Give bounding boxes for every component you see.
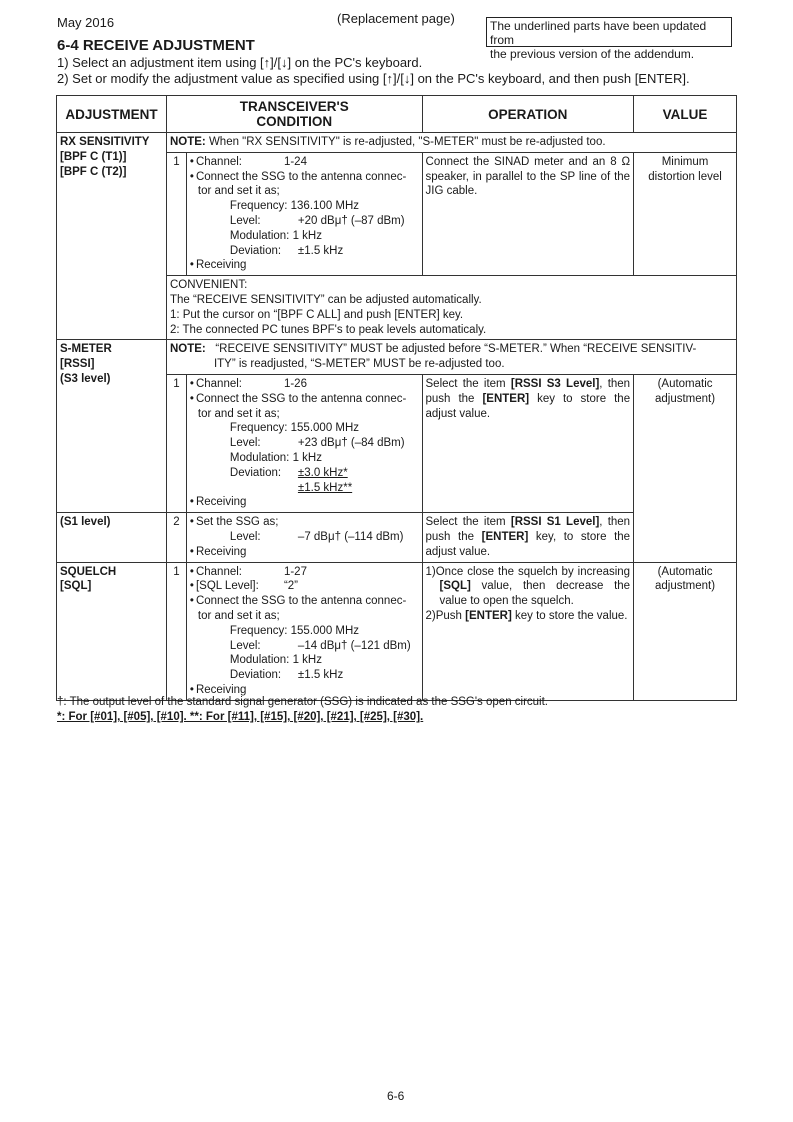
- rx-name-line1: RX SENSITIVITY: [60, 136, 150, 148]
- smeter-name-line2: [RSSI]: [60, 358, 95, 371]
- squelch-connect: • Connect the SSG to the antenna connec-: [190, 594, 419, 609]
- smeter-adjustment-name: [57, 340, 167, 513]
- s1-receiving: • Receiving: [190, 545, 419, 560]
- smeter-step-number: 1: [166, 374, 186, 512]
- smeter-note-line2: ITY” is readjusted, “S-METER” MUST be re-adjusted too.: [213, 358, 505, 371]
- receive-adjustment-table: [56, 95, 737, 701]
- rx-frequency: Frequency: 136.100 MHz: [229, 200, 360, 213]
- s1-adjustment-name: (S1 level): [57, 513, 167, 562]
- squelch-channel: • Channel: 1-27: [190, 565, 419, 580]
- header-operation: OPERATION: [422, 96, 634, 133]
- replacement-label: (Replacement page): [337, 11, 455, 26]
- convenient-title: CONVENIENT:: [169, 279, 248, 292]
- smeter-modulation: Modulation: 1 kHz: [229, 451, 322, 464]
- rx-value-line2: distortion level: [648, 170, 722, 183]
- squelch-receiving: • Receiving: [190, 683, 419, 698]
- rx-value-line1: Minimum: [661, 155, 709, 168]
- squelch-frequency: Frequency: 155.000 MHz: [229, 624, 360, 637]
- rx-channel: • Channel: 1-24: [190, 155, 419, 170]
- convenient-line3: 2: The connected PC tunes BPF's to peak levels automaticaly.: [169, 323, 487, 336]
- smeter-note: [166, 340, 736, 375]
- s1-level: Level: –7 dBμ† (–114 dBm): [229, 530, 404, 543]
- squelch-level: Level: –14 dBμ† (–121 dBm): [229, 639, 411, 652]
- squelch-name-line1: SQUELCH: [60, 565, 117, 578]
- squelch-value: [634, 562, 737, 700]
- table-row: [57, 340, 737, 375]
- rx-step-number: 1: [166, 152, 186, 275]
- rx-connect-cont: tor and set it as;: [197, 185, 280, 198]
- smeter-channel: • Channel: 1-26: [190, 377, 419, 392]
- rx-connect: • Connect the SSG to the antenna connec-: [190, 170, 419, 185]
- table-row: [57, 562, 737, 700]
- squelch-value-line1: (Automatic: [657, 565, 713, 578]
- smeter-value-line2: adjustment): [655, 392, 716, 405]
- header-condition-line2: CONDITION: [256, 114, 333, 129]
- squelch-sql-level: • [SQL Level]: “2”: [190, 579, 419, 594]
- squelch-connect-cont: tor and set it as;: [197, 609, 280, 622]
- s1-value: [634, 513, 737, 562]
- smeter-note-line1: “RECEIVE SENSITIVITY” MUST be adjusted before “S-METER.” When “RECEIVE SENSITIV-: [215, 343, 697, 356]
- header-adjustment: ADJUSTMENT: [57, 96, 167, 133]
- section-title: 6-4 RECEIVE ADJUSTMENT: [57, 37, 255, 54]
- instruction-1: 1) Select an adjustment item using [↑]/[↓] on the PC's keyboard.: [57, 55, 423, 70]
- rx-name-line3: [BPF C (T2)]: [60, 165, 127, 178]
- header-condition: [166, 96, 422, 133]
- smeter-frequency: Frequency: 155.000 MHz: [229, 422, 360, 435]
- rx-condition: [186, 152, 422, 275]
- smeter-name-line1: S-METER: [60, 343, 112, 356]
- instruction-2: 2) Set or modify the adjustment value as specified using [↑]/[↓] on the PC's keyboard, and then push [ENTER].: [57, 71, 690, 86]
- squelch-condition: [186, 562, 422, 700]
- rx-convenient: [166, 276, 736, 340]
- rx-note-label: NOTE:: [169, 136, 206, 148]
- smeter-name-line3: (S3 level): [60, 372, 111, 385]
- smeter-condition: [186, 374, 422, 512]
- squelch-deviation: Deviation: ±1.5 kHz: [229, 669, 344, 682]
- rx-receiving: • Receiving: [190, 258, 419, 273]
- squelch-op-step1: 1)Once close the squelch by increasing [SQL] value, then decrease the value to open the squelch.: [425, 565, 631, 608]
- rx-name-line2: [BPF C (T1)]: [60, 150, 127, 163]
- squelch-op-step2: 2)Push [ENTER] key to store the value.: [425, 609, 628, 622]
- update-note-line1: The underlined parts have been updated from: [490, 19, 707, 47]
- rx-note: [166, 133, 736, 153]
- smeter-value-line1: (Automatic: [657, 377, 713, 390]
- smeter-deviation: Deviation: ±3.0 kHz*: [229, 466, 348, 479]
- smeter-note-label: NOTE:: [169, 343, 206, 356]
- update-note-line2: the previous version of the addendum.: [490, 47, 695, 61]
- rx-level: Level: +20 dBμ† (–87 dBm): [229, 214, 405, 227]
- s1-step-number: 2: [166, 513, 186, 562]
- rx-deviation: Deviation: ±1.5 kHz: [229, 244, 344, 257]
- footnote-model-list: *: For [#01], [#05], [#10]. **: For [#11], [#15], [#20], [#21], [#25], [#30].: [57, 711, 424, 723]
- convenient-line1: The “RECEIVE SENSITIVITY” can be adjusted automatically.: [169, 293, 482, 306]
- table-row: [57, 133, 737, 153]
- s1-set: • Set the SSG as;: [190, 515, 419, 530]
- smeter-receiving: • Receiving: [190, 495, 419, 510]
- squelch-name-line2: [SQL]: [60, 580, 92, 593]
- rx-value: [634, 152, 737, 275]
- table-row: [57, 513, 737, 562]
- header-condition-line1: TRANSCEIVER'S: [239, 99, 349, 114]
- rx-operation: Connect the SINAD meter and an 8 Ω speaker, in parallel to the SP line of the JIG cable.: [422, 152, 634, 275]
- s1-operation: Select the item [RSSI S1 Level], then push the [ENTER] key, to store the adjust value.: [422, 513, 634, 562]
- smeter-connect: • Connect the SSG to the antenna connec-: [190, 392, 419, 407]
- footnote-dagger: †: The output level of the standard signal generator (SSG) is indicated as the SSG's open circuit.: [57, 696, 549, 708]
- squelch-modulation: Modulation: 1 kHz: [229, 654, 322, 667]
- page-number: 6-6: [387, 1089, 405, 1103]
- squelch-step-number: 1: [166, 562, 186, 700]
- squelch-operation: [422, 562, 634, 700]
- rx-modulation: Modulation: 1 kHz: [229, 229, 322, 242]
- smeter-deviation-alt: ±1.5 kHz**: [297, 481, 353, 494]
- smeter-connect-cont: tor and set it as;: [197, 407, 280, 420]
- rx-adjustment-name: [57, 133, 167, 340]
- s1-condition: [186, 513, 422, 562]
- convenient-line2: 1: Put the cursor on “[BPF C ALL] and push [ENTER] key.: [169, 308, 464, 321]
- header-value: VALUE: [634, 96, 737, 133]
- squelch-adjustment-name: [57, 562, 167, 700]
- smeter-level: Level: +23 dBμ† (–84 dBm): [229, 437, 405, 450]
- rx-note-text: When "RX SENSITIVITY" is re-adjusted, "S-METER" must be re-adjusted too.: [208, 136, 606, 148]
- table-header-row: [57, 96, 737, 133]
- smeter-operation: Select the item [RSSI S3 Level], then push the [ENTER] key to store the adjust value.: [422, 374, 634, 512]
- header-date: May 2016: [57, 15, 115, 30]
- smeter-value: [634, 374, 737, 512]
- update-note-box: [486, 17, 732, 61]
- squelch-value-line2: adjustment): [655, 580, 716, 593]
